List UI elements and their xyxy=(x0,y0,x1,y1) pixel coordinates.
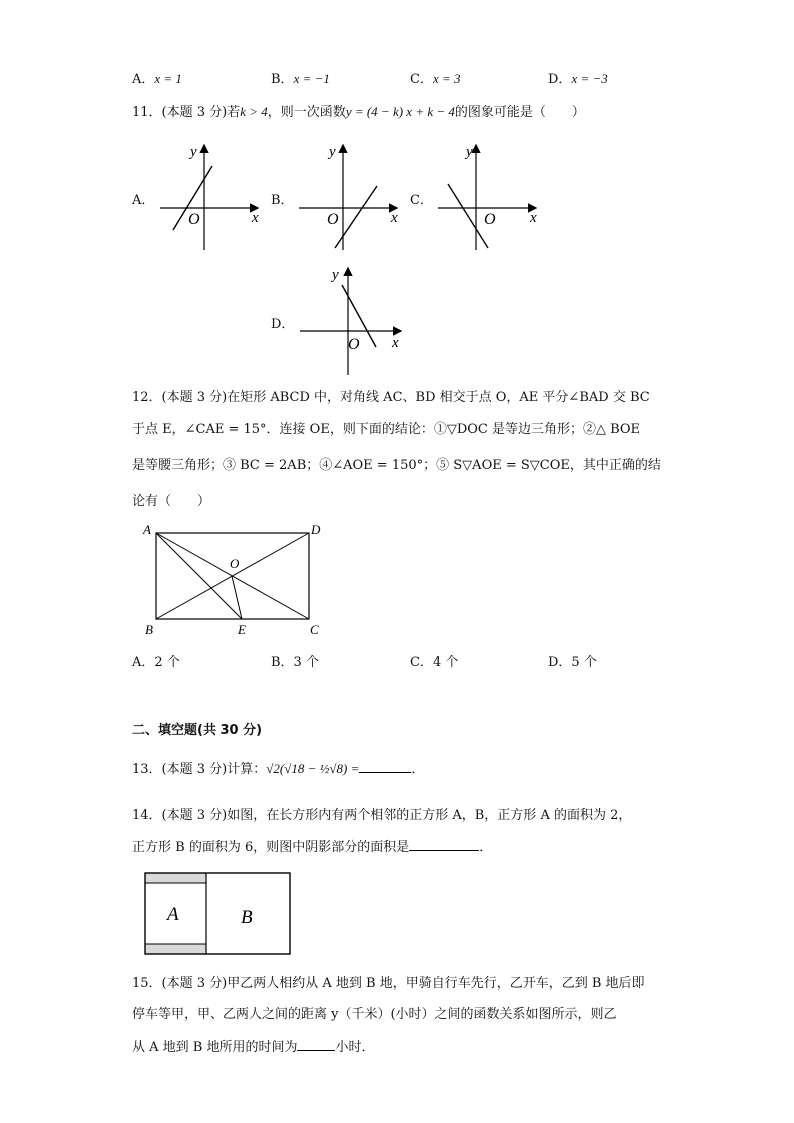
option-expr: x = −1 xyxy=(293,71,330,86)
origin-label: O xyxy=(348,336,360,353)
q11-graph-a xyxy=(152,140,267,252)
option-label: C． xyxy=(410,72,433,87)
stem-text: ，则一次函数 xyxy=(267,105,346,120)
q11-option-a-label: A． xyxy=(132,193,155,208)
section-title: 二、填空题(共 30 分) xyxy=(132,723,263,738)
score-tag: (本题 3 分) xyxy=(161,390,228,405)
q12-option-a: A．2 个 xyxy=(132,655,180,670)
y-label: y xyxy=(466,144,473,160)
origin-label: O xyxy=(484,211,496,228)
segment-oe xyxy=(232,576,242,619)
point-d-label: D xyxy=(311,522,321,537)
q13-stem xyxy=(132,760,424,778)
q11-graph-c xyxy=(430,140,545,252)
point-c-label: C xyxy=(310,622,319,637)
q15-line-3 xyxy=(132,1038,375,1056)
option-label: A． xyxy=(132,72,155,87)
stem-text: 在矩形 ABCD 中，对角线 AC、BD 相交于点 O，AE 平分∠BAD 交 BC xyxy=(227,390,650,405)
q11-option-b-label: B． xyxy=(271,193,294,208)
function-line xyxy=(335,186,377,248)
stem-text: 从 A 地到 B 地所用的时间为 xyxy=(132,1040,298,1055)
origin-label: O xyxy=(327,211,339,228)
condition-expr: k > 4 xyxy=(240,104,268,119)
q11-graph-b xyxy=(291,140,406,252)
stem-text: 若 xyxy=(227,105,241,120)
y-label: y xyxy=(190,144,197,160)
answer-blank[interactable] xyxy=(359,760,411,773)
point-o-label: O xyxy=(230,556,240,571)
q12-option-b: B．3 个 xyxy=(271,655,319,670)
option-label: B． xyxy=(271,72,294,87)
y-label: y xyxy=(329,144,336,160)
q11-option-d-label: D． xyxy=(271,317,295,332)
q11-stem xyxy=(132,104,585,121)
origin-label: O xyxy=(188,211,200,228)
question-number: 15． xyxy=(132,976,162,991)
q12-rectangle-figure xyxy=(140,518,330,644)
q12-option-d: D．5 个 xyxy=(548,655,597,670)
option-expr: x = −3 xyxy=(571,71,608,86)
score-tag: (本题 3 分) xyxy=(161,976,228,991)
question-number: 14． xyxy=(132,808,162,823)
square-b-label: B xyxy=(241,907,253,928)
q11-graph-d xyxy=(292,263,407,377)
q12-line-1 xyxy=(132,390,650,406)
q12-line-4: 论有（ ） xyxy=(132,494,211,509)
q10-option-c xyxy=(410,68,461,87)
square-a-label: A xyxy=(167,904,179,925)
x-label: x xyxy=(391,210,398,226)
score-tag: (本题 3 分) xyxy=(161,762,228,777)
x-label: x xyxy=(530,210,537,226)
segment-ae xyxy=(156,533,242,619)
q10-option-b xyxy=(271,68,330,87)
q14-line-1 xyxy=(132,808,631,824)
score-tag: (本题 3 分) xyxy=(161,808,228,823)
stem-text: ． xyxy=(479,840,493,855)
shaded-region-top xyxy=(145,873,206,883)
stem-text: 甲乙两人相约从 A 地到 B 地，甲骑自行车先行，乙开车，乙到 B 地后即 xyxy=(227,976,645,991)
x-label: x xyxy=(252,210,259,226)
question-number: 12． xyxy=(132,390,162,405)
stem-text: 如图，在长方形内有两个相邻的正方形 A，B，正方形 A 的面积为 2， xyxy=(227,808,632,823)
function-line xyxy=(448,184,488,248)
q14-squares-figure xyxy=(144,871,294,957)
point-b-label: B xyxy=(145,622,153,637)
q10-option-d xyxy=(548,68,608,87)
stem-text: ． xyxy=(411,762,425,777)
answer-blank[interactable] xyxy=(297,1038,335,1051)
stem-text: 小时． xyxy=(335,1040,375,1055)
q12-line-3: 是等腰三角形；③ BC = 2AB；④∠AOE = 150°；⑤ S▽AOE = S▽COE，其中正确的结 xyxy=(132,458,661,473)
q15-line-2: 停车等甲，甲、乙两人之间的距离 y（千米）(小时）之间的函数关系如图所示，则乙 xyxy=(132,1007,617,1022)
q12-option-c: C．4 个 xyxy=(410,655,459,670)
answer-blank[interactable] xyxy=(409,838,479,851)
stem-text: 正方形 B 的面积为 6，则图中阴影部分的面积是 xyxy=(132,840,410,855)
math-expr: √2(√18 − ½√8) = xyxy=(266,761,360,776)
point-e-label: E xyxy=(238,622,246,637)
function-expr: y = (4 − k) x + k − 4 xyxy=(345,104,455,119)
option-expr: x = 3 xyxy=(432,71,461,86)
q15-line-1 xyxy=(132,976,645,992)
y-label: y xyxy=(332,267,339,283)
option-label: D． xyxy=(548,72,572,87)
q14-line-2 xyxy=(132,838,492,856)
q10-option-a xyxy=(132,68,182,87)
question-number: 13． xyxy=(132,762,162,777)
stem-text: 计算： xyxy=(227,762,267,777)
stem-text: 的图象可能是（ ） xyxy=(454,105,585,120)
score-tag: (本题 3 分) xyxy=(161,105,228,120)
point-a-label: A xyxy=(143,522,151,537)
q11-option-c-label: C． xyxy=(410,193,433,208)
option-expr: x = 1 xyxy=(154,71,182,86)
shaded-region-bottom xyxy=(145,944,206,954)
question-number: 11． xyxy=(132,105,162,120)
q12-line-2: 于点 E，∠CAE = 15°．连接 OE，则下面的结论：①▽DOC 是等边三角形；②△ BOE xyxy=(132,422,641,437)
x-label: x xyxy=(392,335,399,351)
